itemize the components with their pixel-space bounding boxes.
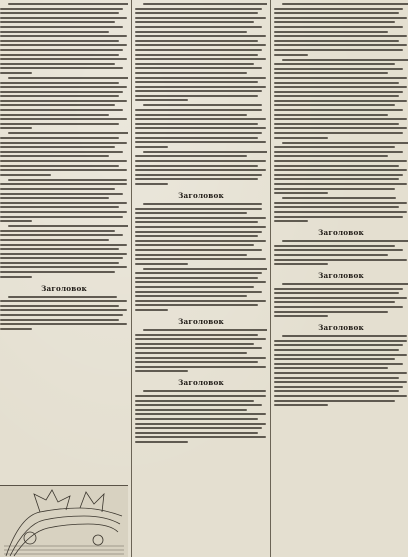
text-line: [274, 259, 407, 261]
text-line: [0, 63, 115, 65]
text-line: [135, 49, 262, 51]
text-line: [274, 311, 388, 313]
text-line: [282, 197, 396, 199]
text-line: [274, 31, 388, 33]
text-line: [274, 349, 399, 351]
text-line: [274, 155, 388, 157]
text-line: [135, 423, 266, 425]
text-line: [143, 3, 267, 5]
text-line: [274, 390, 399, 392]
text-line: [0, 244, 127, 246]
text-line: [135, 231, 262, 233]
paragraph: [274, 59, 408, 139]
text-line: [0, 160, 127, 162]
section-heading: Заголовок: [41, 283, 87, 293]
text-line: [135, 400, 254, 402]
text-line: [0, 8, 123, 10]
text-line: [0, 206, 119, 208]
text-line: [274, 26, 403, 28]
text-line: [282, 335, 407, 337]
text-line: [135, 146, 168, 148]
text-line: [143, 268, 267, 270]
text-line: [135, 155, 247, 157]
text-line: [274, 72, 388, 74]
text-line: [135, 427, 262, 429]
text-line: [0, 319, 119, 321]
text-line: [282, 142, 408, 144]
text-line: [135, 118, 266, 120]
text-line: [274, 183, 407, 185]
text-line: [274, 220, 308, 222]
text-line: [0, 72, 32, 74]
text-line: [135, 277, 258, 279]
text-line: [135, 160, 266, 162]
text-line: [135, 217, 266, 219]
text-line: [135, 286, 254, 288]
text-line: [274, 377, 399, 379]
text-line: [135, 300, 266, 302]
column-rule: [131, 0, 132, 557]
text-line: [135, 17, 266, 19]
text-line: [274, 44, 407, 46]
text-line: [274, 49, 403, 51]
text-line: [8, 132, 128, 134]
text-line: [274, 174, 403, 176]
text-line: [274, 249, 403, 251]
text-line: [274, 8, 403, 10]
column-rule: [270, 0, 271, 557]
text-line: [135, 235, 258, 237]
paragraph: [0, 296, 128, 330]
text-line: [274, 216, 403, 218]
text-line: [135, 178, 258, 180]
text-line: [282, 3, 408, 5]
text-line: [135, 352, 247, 354]
text-line: [135, 90, 262, 92]
text-line: [0, 202, 127, 204]
text-line: [143, 104, 262, 106]
text-line: [274, 40, 399, 42]
text-line: [8, 77, 128, 79]
text-line: [282, 283, 408, 285]
text-line: [135, 436, 266, 438]
text-line: [0, 21, 115, 23]
paragraph: [274, 3, 408, 56]
column-left: [0, 0, 128, 557]
text-line: [274, 386, 403, 388]
text-line: [135, 40, 258, 42]
text-line: [135, 418, 258, 420]
section-heading: Заголовок: [178, 317, 224, 327]
text-line: [274, 17, 407, 19]
text-line: [274, 367, 388, 369]
text-line: [274, 206, 399, 208]
text-line: [274, 315, 328, 317]
text-line: [0, 114, 109, 116]
text-line: [135, 304, 258, 306]
text-line: [143, 390, 266, 392]
text-line: [274, 178, 399, 180]
text-line: [0, 309, 127, 311]
text-line: [0, 67, 123, 69]
text-line: [274, 372, 407, 374]
text-line: [274, 114, 388, 116]
text-line: [135, 357, 266, 359]
text-line: [274, 340, 407, 342]
text-line: [0, 82, 119, 84]
section-heading: Заголовок: [318, 228, 364, 238]
text-line: [282, 240, 408, 242]
text-line: [0, 193, 123, 195]
text-line: [274, 127, 407, 129]
text-line: [274, 202, 407, 204]
text-line: [0, 323, 127, 325]
text-line: [135, 244, 254, 246]
text-line: [282, 59, 408, 61]
text-line: [274, 21, 395, 23]
text-line: [274, 68, 403, 70]
text-line: [0, 305, 119, 307]
paragraph: [135, 104, 267, 147]
text-line: [135, 81, 258, 83]
text-line: [0, 151, 123, 153]
text-line: [143, 329, 267, 331]
text-line: [135, 212, 247, 214]
text-line: [274, 151, 403, 153]
text-line: [274, 297, 407, 299]
text-line: [135, 254, 247, 256]
text-line: [135, 8, 262, 10]
paragraph: [135, 203, 267, 265]
text-line: [135, 174, 262, 176]
column-right: [274, 0, 408, 557]
text-line: [0, 314, 123, 316]
text-line: [135, 63, 254, 65]
text-line: [135, 67, 262, 69]
text-line: [0, 197, 109, 199]
text-line: [0, 165, 119, 167]
text-line: [274, 82, 399, 84]
text-line: [135, 208, 262, 210]
paragraph: [135, 329, 267, 372]
paragraph: [274, 197, 408, 222]
text-line: [135, 123, 258, 125]
text-line: [0, 58, 127, 60]
text-line: [0, 328, 32, 330]
text-line: [0, 146, 115, 148]
text-line: [274, 400, 395, 402]
paragraph: [135, 3, 267, 101]
text-line: [274, 344, 403, 346]
text-line: [135, 370, 188, 372]
text-line: [0, 86, 127, 88]
text-line: [0, 169, 127, 171]
text-line: [274, 192, 328, 194]
text-line: [135, 169, 266, 171]
text-line: [135, 114, 247, 116]
text-line: [135, 221, 258, 223]
text-line: [274, 118, 407, 120]
text-line: [274, 146, 395, 148]
text-line: [274, 363, 403, 365]
text-line: [0, 12, 119, 14]
text-line: [135, 334, 258, 336]
text-line: [135, 240, 266, 242]
text-line: [0, 123, 119, 125]
text-line: [0, 104, 115, 106]
text-line: [274, 12, 399, 14]
text-line: [274, 301, 395, 303]
text-line: [135, 72, 247, 74]
text-line: [135, 432, 258, 434]
text-line: [0, 40, 119, 42]
text-line: [0, 188, 115, 190]
text-line: [274, 54, 308, 56]
text-line: [135, 281, 266, 283]
text-line: [274, 35, 407, 37]
text-line: [0, 118, 127, 120]
section-heading: Заголовок: [318, 271, 364, 281]
text-line: [0, 31, 109, 33]
text-line: [135, 86, 266, 88]
text-line: [0, 35, 127, 37]
text-line: [0, 230, 115, 232]
text-line: [274, 137, 328, 139]
text-line: [0, 266, 127, 268]
text-line: [274, 91, 403, 93]
paragraph: [135, 268, 267, 311]
text-line: [8, 296, 117, 298]
text-line: [135, 12, 258, 14]
text-line: [135, 249, 262, 251]
text-line: [0, 155, 109, 157]
paragraph: [274, 335, 408, 406]
paragraph: [274, 283, 408, 317]
text-line: [274, 109, 403, 111]
paragraph: [0, 225, 128, 278]
paragraph: [0, 77, 128, 130]
text-line: [274, 100, 407, 102]
text-line: [274, 123, 399, 125]
text-line: [0, 137, 119, 139]
text-line: [274, 245, 395, 247]
text-line: [8, 3, 128, 5]
text-line: [135, 272, 262, 274]
text-line: [0, 183, 127, 185]
text-line: [0, 220, 32, 222]
text-line: [135, 409, 247, 411]
paragraph: [0, 3, 128, 74]
text-line: [274, 86, 407, 88]
paragraph: [0, 179, 128, 222]
text-line: [0, 109, 123, 111]
text-line: [0, 17, 127, 19]
section-heading: Заголовок: [178, 190, 224, 200]
text-line: [135, 132, 262, 134]
text-line: [135, 295, 247, 297]
text-line: [274, 160, 407, 162]
text-line: [274, 63, 395, 65]
text-line: [135, 31, 247, 33]
text-line: [135, 404, 262, 406]
text-line: [0, 49, 123, 51]
text-line: [135, 99, 188, 101]
text-line: [274, 358, 395, 360]
text-line: [143, 203, 262, 205]
text-line: [135, 35, 266, 37]
text-line: [0, 276, 32, 278]
masthead-illustration: [0, 485, 128, 557]
text-line: [274, 254, 388, 256]
text-line: [274, 132, 403, 134]
text-line: [135, 26, 262, 28]
text-line: [135, 361, 258, 363]
text-line: [135, 263, 188, 265]
text-line: [274, 211, 407, 213]
text-line: [135, 395, 266, 397]
paragraph: [135, 390, 267, 443]
text-line: [274, 354, 407, 356]
text-line: [274, 165, 399, 167]
text-line: [135, 44, 266, 46]
text-line: [0, 26, 123, 28]
text-line: [0, 95, 119, 97]
text-line: [274, 381, 407, 383]
text-line: [135, 54, 258, 56]
text-line: [274, 169, 407, 171]
text-line: [135, 77, 266, 79]
text-line: [274, 404, 328, 406]
text-line: [0, 54, 119, 56]
text-line: [274, 292, 399, 294]
text-line: [135, 413, 266, 415]
text-line: [0, 100, 127, 102]
text-line: [135, 347, 262, 349]
text-line: [135, 95, 258, 97]
paragraph: [274, 240, 408, 265]
text-line: [135, 258, 266, 260]
text-line: [274, 395, 407, 397]
text-line: [274, 77, 407, 79]
text-line: [135, 141, 266, 143]
text-line: [0, 127, 32, 129]
section-heading: Заголовок: [318, 323, 364, 333]
text-line: [0, 239, 109, 241]
text-line: [274, 104, 395, 106]
column-middle: [135, 0, 267, 557]
paragraph: [274, 142, 408, 195]
paragraph: [0, 132, 128, 175]
text-line: [0, 142, 127, 144]
text-line: [135, 366, 266, 368]
text-line: [135, 441, 188, 443]
text-line: [0, 257, 123, 259]
text-line: [135, 291, 262, 293]
text-line: [0, 271, 115, 273]
text-line: [8, 225, 128, 227]
text-line: [135, 226, 266, 228]
text-line: [0, 174, 51, 176]
text-line: [0, 44, 127, 46]
text-line: [274, 95, 399, 97]
text-line: [135, 183, 168, 185]
paragraph: [135, 151, 267, 185]
text-line: [135, 21, 254, 23]
text-line: [8, 179, 127, 181]
text-line: [135, 309, 168, 311]
text-line: [274, 188, 395, 190]
text-line: [135, 109, 262, 111]
text-line: [0, 262, 119, 264]
section-heading: Заголовок: [178, 378, 224, 388]
text-line: [135, 338, 266, 340]
text-line: [0, 91, 123, 93]
text-line: [0, 216, 123, 218]
text-line: [274, 306, 403, 308]
text-line: [0, 300, 127, 302]
text-line: [274, 263, 328, 265]
text-line: [135, 165, 258, 167]
text-line: [135, 343, 254, 345]
text-line: [0, 248, 119, 250]
text-line: [135, 137, 258, 139]
text-line: [135, 127, 266, 129]
text-line: [0, 234, 123, 236]
text-line: [0, 253, 127, 255]
text-line: [274, 288, 403, 290]
text-line: [0, 211, 127, 213]
text-line: [143, 151, 267, 153]
text-line: [135, 58, 266, 60]
